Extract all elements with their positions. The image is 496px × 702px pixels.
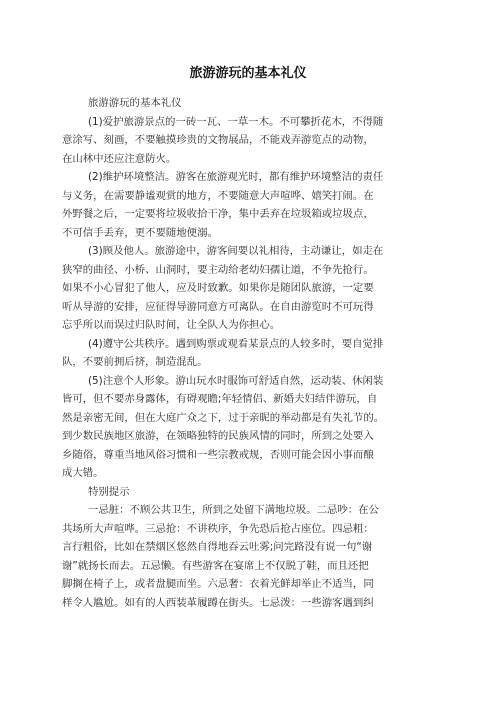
text-line: 脚搁在椅子上，或者盘腿而坐。六忌奢：衣着光鲜却举止不适当，同 (62, 578, 374, 590)
text-line: (3)顾及他人。旅游途中，游客间要以礼相待，主动谦让，如走在 (88, 245, 384, 257)
text-line: 旅游游玩的基本礼仪 (88, 97, 182, 109)
text-line: 一忌脏：不顾公共卫生，所到之处留下满地垃圾。二忌吵：在公 (88, 504, 379, 516)
text-line: 与义务，在需要静谧观赏的地方，不要随意大声喧哗、嬉笑打闹。在 (62, 189, 374, 202)
text-line: (4)遵守公共秩序。遇到购票或观看某景点的人较多时，要自觉排 (88, 337, 384, 350)
text-line: 谢”就扬长而去。五忌懒。有些游客在宴席上不仅脱了鞋，而且还把 (62, 559, 369, 572)
text-line: 皆可，但不要赤身露体，有碍观瞻;年轻情侣、新婚夫妇结伴游玩，自 (62, 393, 378, 405)
text-line: 忘乎所以而误过归队时间，让全队人为你担心。 (62, 319, 281, 331)
text-line: 在山林中还应注意防火。 (62, 152, 177, 165)
text-line: 特别提示 (88, 485, 130, 498)
text-line: 乡随俗，尊重当地风俗习惯和一些宗教戒规，否则可能会因小事而酿 (62, 448, 374, 461)
text-line: (5)注意个人形象。游山玩水时服饰可舒适自然，运动装、休闲装 (88, 374, 384, 387)
text-line: 听从导游的安排，应征得导游同意方可离队。在自由游览时不可玩得 (62, 300, 374, 313)
text-line: 然是亲密无间，但在大庭广众之下，过于亲昵的举动都是有失礼节的。 (62, 411, 385, 424)
text-line: 意涂写、刻画，不要触摸珍贵的文物展品，不能戏弄游览点的动物， (62, 134, 374, 146)
text-line: 言行粗俗，比如在禁烟区悠然自得地吞云吐雾;问完路没有说一句“谢 (62, 541, 373, 553)
text-line: 队，不要前拥后挤，制造混乱。 (62, 356, 208, 368)
text-line: 如果不小心冒犯了他人，应及时致歉。如果你是随团队旅游，一定要 (62, 282, 374, 294)
text-line: (1)爱护旅游景点的一砖一瓦、一草一木。不可攀折花木，不得随 (88, 115, 384, 128)
text-line: 到少数民族地区旅游，在领略独特的民族风情的同时，所到之处要入 (62, 430, 374, 442)
text-line: 狭窄的曲径、小桥、山洞时，要主动给老幼妇孺让道，不争先抢行。 (62, 263, 374, 276)
text-line: 样令人尴尬。如有的人西装革履蹲在街头。七忌泼：一些游客遇到纠 (62, 596, 374, 609)
text-line: 外野餐之后，一定要将垃圾收拾干净，集中丢弃在垃圾箱或垃圾点， (62, 208, 374, 220)
text-line: 共场所大声喧哗。三忌抢：不讲秩序，争先恐后抢占座位。四忌粗： (62, 522, 374, 535)
document-title: 旅游游玩的基本礼仪 (189, 66, 307, 81)
text-line: 不可信手丢弃，更不要随地便溺。 (62, 226, 218, 239)
text-line: (2)维护环境整洁。游客在旅游观光时，都有维护环境整洁的责任 (88, 171, 384, 183)
document-body (62, 94, 436, 612)
text-line: 成大错。 (62, 467, 104, 479)
